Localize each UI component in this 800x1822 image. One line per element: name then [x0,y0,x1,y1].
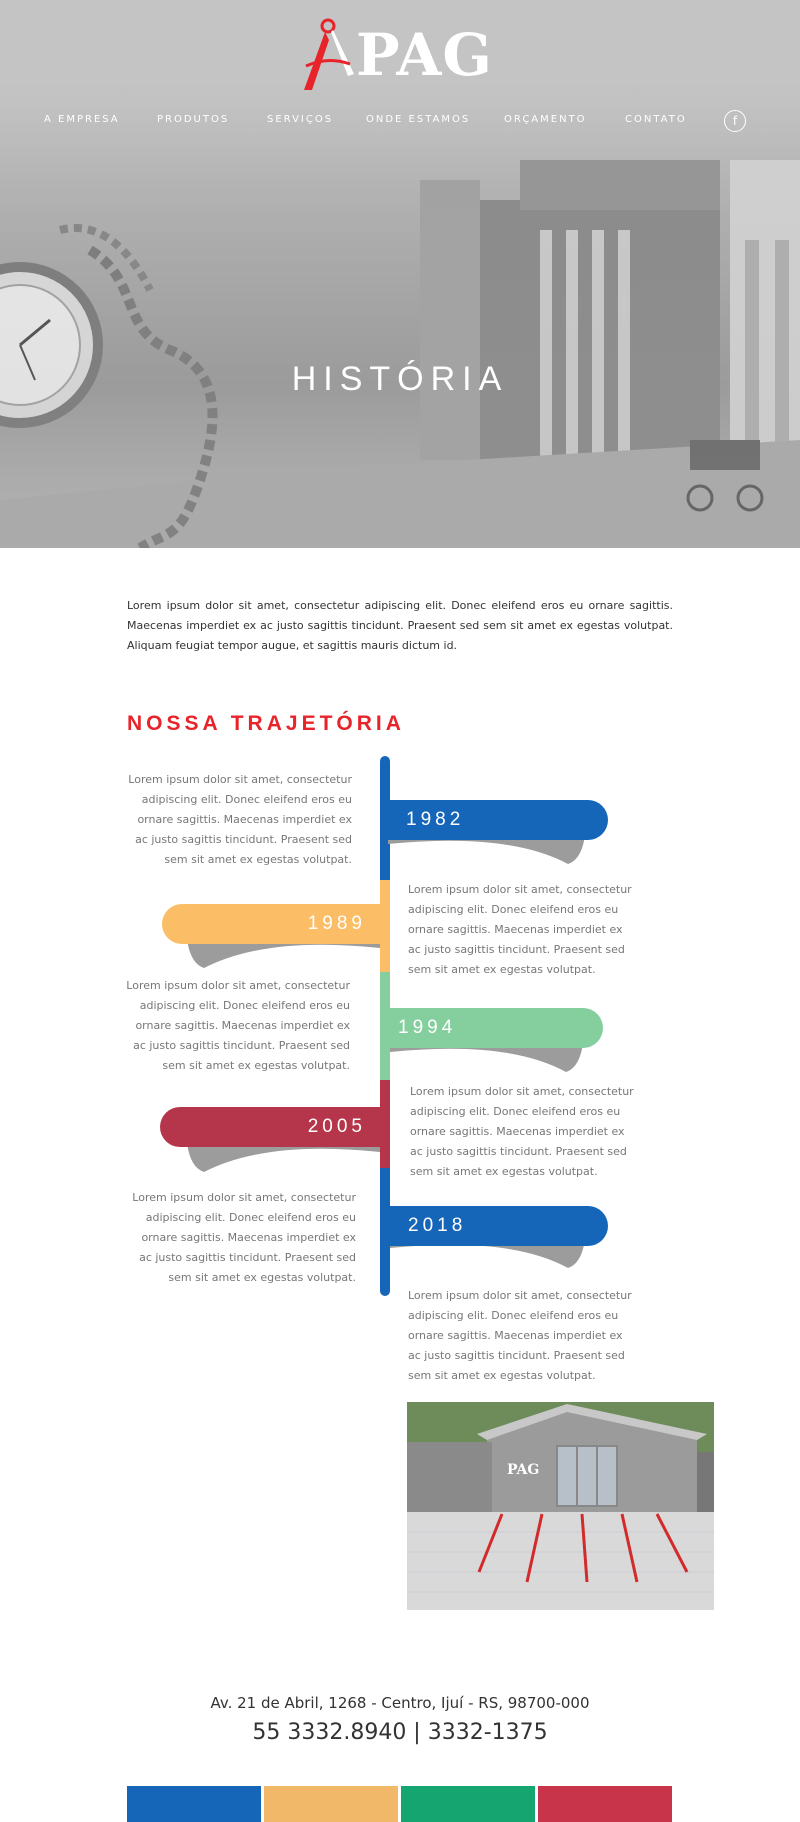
brand-logo[interactable] [298,16,498,94]
nav-item-onde-estamos[interactable]: ONDE ESTAMOS [366,114,471,125]
footer-color-block [264,1786,398,1822]
milestone-text-2005: Lorem ipsum dolor sit amet, consectetur adipiscing elit. Donec eleifend eros eu ornare sagittis. Maecenas imperdiet ex ac justo sagittis tincidunt. Praesent sed sem sit amet ex egestas volutpat. [410,1085,634,1178]
milestone-year-1982: 1982 [388,800,608,840]
brand-name: PAG [356,21,493,89]
milestone-text-1989: Lorem ipsum dolor sit amet, consectetur adipiscing elit. Donec eleifend eros eu ornare sagittis. Maecenas imperdiet ex ac justo sagittis tincidunt. Praesent sed sem sit amet ex egestas volutpat. [408,883,632,976]
milestone-year-1989: 1989 [162,904,380,944]
compass-icon [298,16,362,94]
footer-color-block [127,1786,261,1822]
milestone-year-2018: 2018 [390,1206,608,1246]
milestone-text-2018-extra: Lorem ipsum dolor sit amet, consectetur adipiscing elit. Donec eleifend eros eu ornare sagittis. Maecenas imperdiet ex ac justo sagittis tincidunt. Praesent sed sem sit amet ex egestas volutpat. [408,1289,632,1382]
building-sign: PAG [507,1462,540,1478]
footer-address: Av. 21 de Abril, 1268 - Centro, Ijuí - RS, 98700-000 [210,1694,590,1712]
milestone-year-2005: 2005 [160,1107,380,1147]
nav-item-servicos[interactable]: SERVIÇOS [267,114,334,125]
nav-item-orcamento[interactable]: ORÇAMENTO [504,114,587,125]
main-nav [0,106,800,136]
timeline-spine-segment [380,1080,390,1168]
timeline-spine-segment [380,880,390,972]
timeline-spine-segment [380,1168,390,1296]
facebook-icon[interactable]: f [724,110,746,132]
section-title-trajectory: NOSSA TRAJETÓRIA [127,712,405,735]
footer-color-block [401,1786,535,1822]
footer-color-block [538,1786,672,1822]
milestone-year-1994: 1994 [380,1008,603,1048]
milestone-text-1982: Lorem ipsum dolor sit amet, consectetur adipiscing elit. Donec eleifend eros eu ornare sagittis. Maecenas imperdiet ex ac justo sagittis tincidunt. Praesent sed sem sit amet ex egestas volutpat. [128,773,352,866]
company-building-image [407,1402,714,1610]
nav-item-produtos[interactable]: PRODUTOS [157,114,230,125]
hero-banner [0,0,800,548]
page-title: HISTÓRIA [291,360,509,398]
intro-paragraph: Lorem ipsum dolor sit amet, consectetur adipiscing elit. Donec eleifend eros eu ornare sagittis. Maecenas imperdiet ex ac justo sagittis tincidunt. Praesent sed sem sit amet ex egestas volutpat. Aliquam feugiat tempor augue, et sagittis mauris dictum id. [127,599,673,652]
milestone-text-1994: Lorem ipsum dolor sit amet, consectetur adipiscing elit. Donec eleifend eros eu ornare sagittis. Maecenas imperdiet ex ac justo sagittis tincidunt. Praesent sed sem sit amet ex egestas volutpat. [126,979,350,1072]
milestone-text-2018: Lorem ipsum dolor sit amet, consectetur adipiscing elit. Donec eleifend eros eu ornare sagittis. Maecenas imperdiet ex ac justo sagittis tincidunt. Praesent sed sem sit amet ex egestas volutpat. [132,1191,356,1284]
nav-item-contato[interactable]: CONTATO [625,114,687,125]
nav-item-a-empresa[interactable]: A EMPRESA [44,114,120,125]
footer-phone: 55 3332.8940 | 3332-1375 [252,1720,548,1745]
